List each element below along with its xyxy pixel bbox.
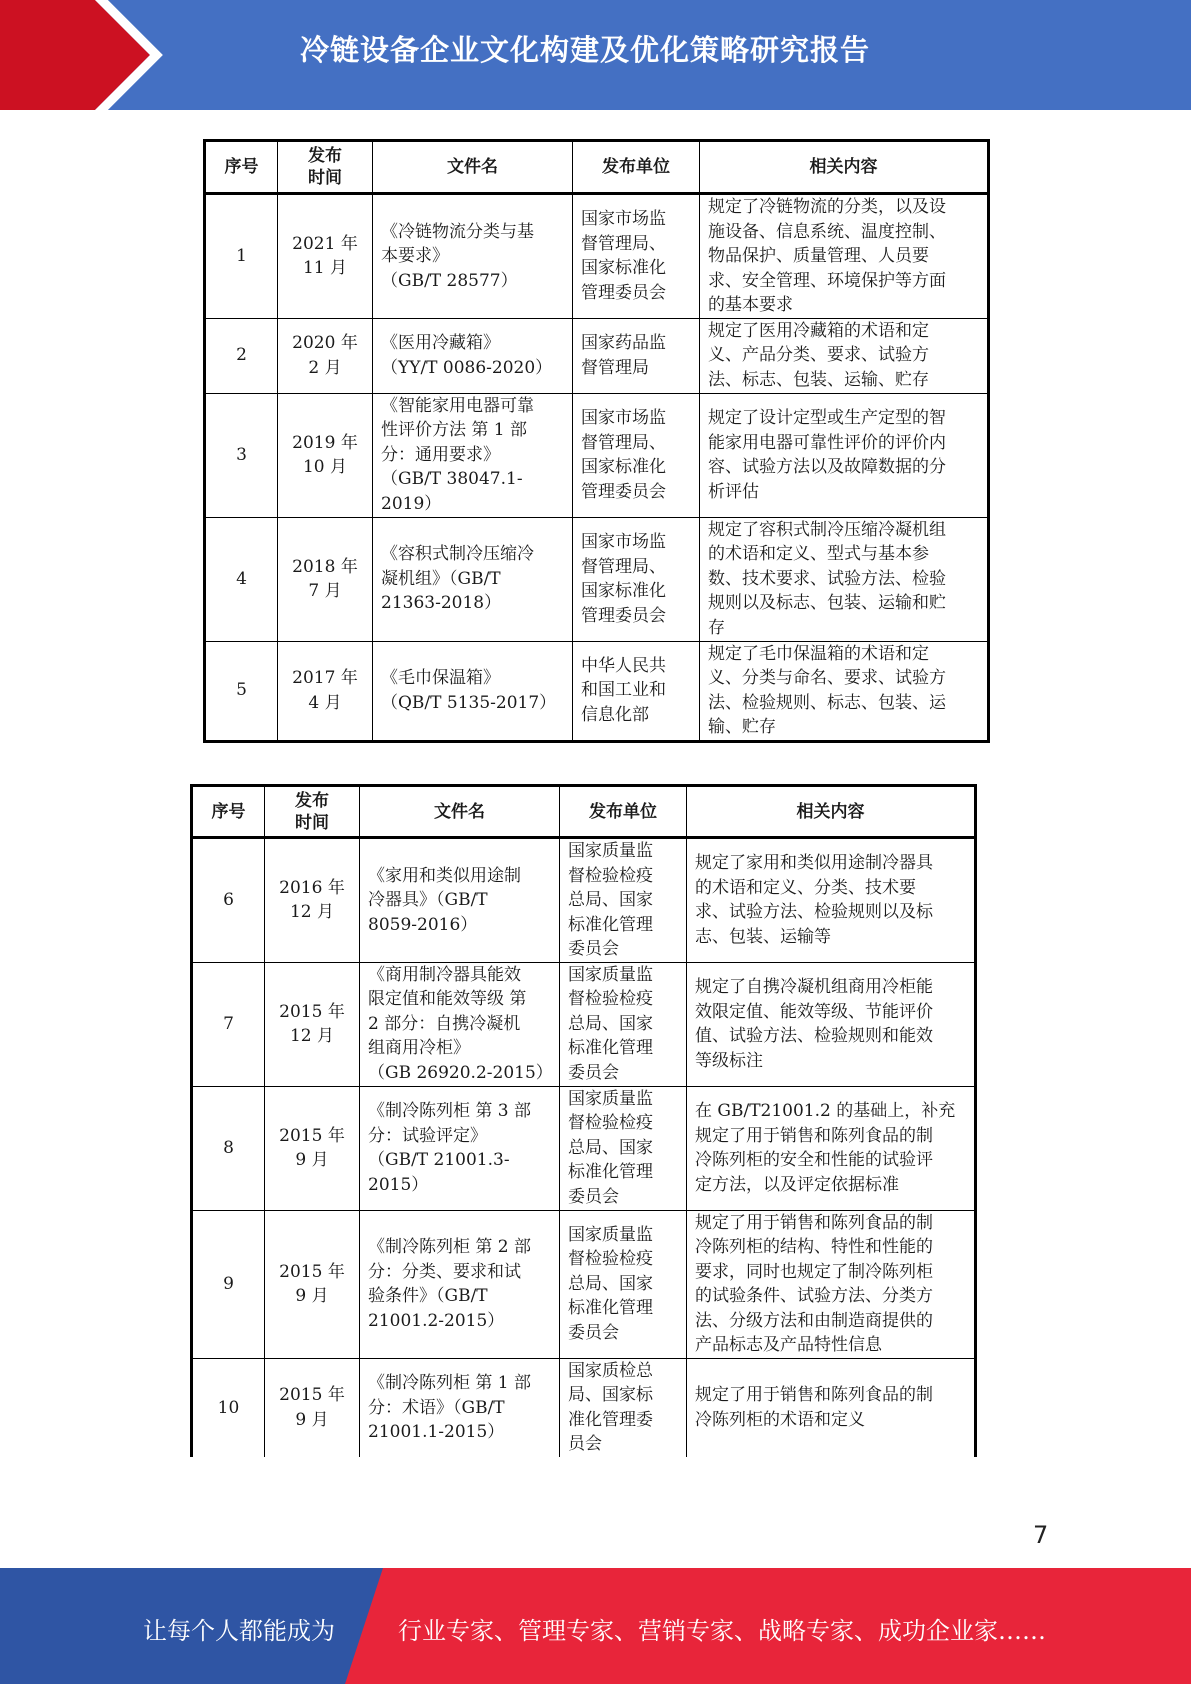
cell-document-name-line: 2019） [381,493,442,514]
column-header-date-line1: 发布 [308,146,342,166]
column-header-org: 发布单位 [560,786,687,838]
cell-issuer-line: 国家标准化 [581,457,666,477]
cell-document-name [360,1086,560,1210]
cell-issuer [560,1210,687,1358]
cell-content-line: 规则以及标志、包装、运输和贮 [708,593,946,614]
cell-document-name-line: 分：试验评定》 [368,1125,487,1146]
column-header-no: 序号 [192,786,265,838]
cell-document-name-line: 组商用冷柜》 [368,1038,470,1059]
cell-document-name-line: 21001.1-2015） [368,1422,505,1442]
footer-slogan-left: 让每个人都能成为 [143,1617,335,1645]
cell-document-name [360,1210,560,1358]
cell-content-line: 定方法，以及评定依据标准 [695,1174,899,1195]
cell-document-name [360,962,560,1086]
cell-content [687,962,976,1086]
cell-document-name-line: （YY/T 0086-2020） [381,357,553,378]
cell-document-name-line: 《家用和类似用途制 [368,865,521,886]
cell-document-name-line: 《毛巾保温箱》 [381,668,500,688]
cell-content-line: 要求，同时也规定了制冷陈列柜 [695,1261,933,1282]
table-row [205,318,989,393]
cell-content-line: 规定了家用和类似用途制冷器具 [695,853,933,874]
cell-date-line: 2021 年 [292,233,358,254]
cell-content-line: 规定了自携冷凝机组商用冷柜能 [695,977,933,997]
cell-content [687,1358,976,1457]
cell-date [265,1358,360,1457]
cell-no: 5 [205,641,278,741]
column-header-content: 相关内容 [700,141,989,194]
page-number: 7 [1033,1521,1049,1549]
cell-issuer-line: 督管理局、 [581,556,666,577]
cell-issuer-line: 管理委员会 [581,605,666,626]
table-row [205,393,989,517]
cell-content-line: 的基本要求 [708,295,793,315]
cell-issuer-line: 督检验检疫 [568,989,653,1010]
cell-issuer-line: 管理委员会 [581,282,666,303]
cell-issuer-line: 国家标准化 [581,581,666,601]
cell-date [278,641,373,741]
column-header-name: 文件名 [373,141,573,194]
cell-content-line: 数、技术要求、试验方法、检验 [708,568,946,589]
cell-document-name-line: 2015） [368,1174,429,1195]
cell-content-line: 容、试验方法以及故障数据的分 [708,457,946,477]
standards-table-1 [203,139,990,743]
cell-issuer-line: 国家市场监 [581,408,666,428]
footer-slogan-right: 行业专家、管理专家、营销专家、战略专家、成功企业家…… [398,1617,1046,1645]
cell-no: 8 [192,1086,265,1210]
cell-document-name-line: 《制冷陈列柜 第 2 部 [368,1237,532,1257]
cell-issuer-line: 国家质量监 [568,1224,653,1245]
cell-no: 6 [192,838,265,963]
standards-table-2 [190,784,977,1457]
cell-content-line: 义、分类与命名、要求、试验方 [708,668,946,688]
cell-content-line: 的术语和定义、型式与基本参 [708,544,929,565]
header-banner [0,0,1191,110]
cell-document-name-line: 《制冷陈列柜 第 3 部 [368,1101,532,1121]
cell-issuer-line: 国家药品监 [581,333,666,353]
cell-issuer-line: 督检验检疫 [568,1113,653,1134]
cell-date-line: 12 月 [289,1026,335,1046]
cell-issuer-line: 管理委员会 [581,481,666,502]
cell-date-line: 2020 年 [292,333,358,353]
cell-document-name-line: 21001.2-2015） [368,1310,505,1331]
cell-document-name [373,641,573,741]
cell-issuer-line: 国家市场监 [581,209,666,230]
cell-document-name-line: （GB/T 38047.1- [381,469,523,490]
column-header-date [265,786,360,838]
cell-issuer-line: 总局、国家 [568,1273,653,1294]
cell-content-line: 法、检验规则、标志、包装、运 [708,692,946,713]
cell-issuer [573,641,700,741]
table-row [192,1086,976,1210]
cell-document-name-line: 分：术语》（GB/T [368,1397,505,1418]
cell-issuer-line: 督管理局 [581,357,649,378]
cell-date-line: 2016 年 [279,877,345,898]
table1-body [205,194,989,742]
cell-issuer-line: 督管理局、 [581,233,666,254]
cell-content-line: 规定了毛巾保温箱的术语和定 [708,643,929,664]
cell-document-name-line: 2 部分：自携冷凝机 [368,1013,521,1034]
cell-document-name-line: 本要求》 [381,246,449,266]
table2-body [192,838,976,1458]
cell-issuer-line: 国家质检总 [568,1360,653,1381]
cell-date-line: 7 月 [308,581,342,601]
cell-content-line: 志、包装、运输等 [695,926,831,947]
cell-content [700,194,989,319]
cell-content-line: 值、试验方法、检验规则和能效 [695,1026,933,1046]
cell-no: 9 [192,1210,265,1358]
cell-no: 3 [205,393,278,517]
cell-issuer-line: 国家标准化 [581,258,666,279]
cell-date-line: 10 月 [302,457,348,477]
cell-issuer-line: 员会 [568,1434,602,1455]
cell-content-line: 规定了冷链物流的分类，以及设 [708,197,946,217]
cell-content-line: 规定了用于销售和陈列食品的制 [695,1125,933,1146]
cell-content-line: 规定了用于销售和陈列食品的制 [695,1212,933,1233]
column-header-date-line2: 时间 [295,812,329,833]
cell-issuer-line: 国家质量监 [568,841,653,861]
cell-issuer-line: 标准化管理 [568,1298,653,1319]
cell-content-line: 存 [708,617,725,638]
cell-issuer [560,838,687,963]
cell-issuer-line: 总局、国家 [568,890,653,910]
cell-document-name-line: 性评价方法 第 1 部 [381,420,528,441]
cell-date-line: 2017 年 [292,668,358,688]
cell-content-line: 规定了用于销售和陈列食品的制 [695,1385,933,1406]
cell-issuer-line: 中华人民共 [581,655,666,676]
table-header-row [192,786,976,838]
cell-content-line: 能家用电器可靠性评价的评价内 [708,432,946,453]
cell-document-name-line: 冷器具》（GB/T [368,890,488,910]
report-title: 冷链设备企业文化构建及优化策略研究报告 [300,33,871,67]
cell-document-name [360,1358,560,1457]
cell-content-line: 规定了容积式制冷压缩冷凝机组 [708,519,946,540]
cell-content-line: 析评估 [708,481,759,502]
cell-issuer [560,1358,687,1457]
table-row [192,1210,976,1358]
cell-date [265,1210,360,1358]
cell-date-line: 9 月 [295,1286,329,1306]
cell-date [265,1086,360,1210]
cell-issuer [573,517,700,641]
cell-content-line: 施设备、信息系统、温度控制、 [708,221,946,242]
table-row [205,194,989,319]
cell-issuer-line: 督管理局、 [581,432,666,453]
cell-content-line: 法、标志、包装、运输、贮存 [708,369,929,390]
cell-date [265,838,360,963]
cell-document-name-line: 《智能家用电器可靠 [381,395,534,416]
cell-content [687,838,976,963]
column-header-no: 序号 [205,141,278,194]
cell-document-name-line: 《医用冷藏箱》 [381,333,500,353]
cell-issuer-line: 和国工业和 [581,680,666,701]
cell-issuer-line: 督检验检疫 [568,865,653,886]
cell-content-line: 冷陈列柜的结构、特性和性能的 [695,1237,933,1257]
cell-date-line: 9 月 [295,1150,329,1170]
cell-content-line: 的试验条件、试验方法、分类方 [695,1286,933,1306]
cell-date [278,517,373,641]
cell-document-name-line: （GB 26920.2-2015） [368,1062,553,1083]
cell-document-name [373,194,573,319]
cell-issuer [573,194,700,319]
cell-date-line: 2015 年 [279,1001,345,1022]
cell-content-line: 效限定值、能效等级、节能评价 [695,1001,933,1022]
cell-issuer-line: 总局、国家 [568,1137,653,1158]
cell-date-line: 2015 年 [279,1261,345,1282]
cell-document-name-line: 分：分类、要求和试 [368,1261,521,1282]
column-header-org: 发布单位 [573,141,700,194]
cell-content-line: 规定了设计定型或生产定型的智 [708,408,946,428]
cell-content-line: 产品标志及产品特性信息 [695,1335,882,1355]
cell-no: 4 [205,517,278,641]
cell-content-line: 求、试验方法、检验规则以及标 [695,902,933,923]
cell-content [700,318,989,393]
cell-content-line: 冷陈列柜的术语和定义 [695,1409,865,1430]
cell-content-line: 在 GB/T21001.2 的基础上，补充 [695,1101,956,1121]
cell-issuer-line: 委员会 [568,1322,619,1343]
cell-document-name-line: 21363-2018） [381,593,502,614]
table-header-row [205,141,989,194]
cell-document-name-line: 凝机组》（GB/T [381,568,501,589]
cell-issuer [573,393,700,517]
cell-content-line: 物品保护、质量管理、人员要 [708,246,929,266]
cell-issuer [573,318,700,393]
cell-date-line: 2 月 [308,357,342,378]
cell-content-line: 冷陈列柜的安全和性能的试验评 [695,1150,933,1170]
cell-date [265,962,360,1086]
cell-content-line: 义、产品分类、要求、试验方 [708,345,929,366]
cell-document-name-line: 《商用制冷器具能效 [368,964,521,985]
cell-date [278,194,373,319]
table-row [205,641,989,741]
cell-no: 2 [205,318,278,393]
column-header-date-line2: 时间 [308,168,342,188]
cell-issuer-line: 信息化部 [581,704,649,725]
cell-content-line: 规定了医用冷藏箱的术语和定 [708,320,929,341]
cell-content [700,393,989,517]
cell-content-line: 输、贮存 [708,717,776,737]
cell-issuer-line: 督检验检疫 [568,1249,653,1270]
cell-issuer-line: 局、国家标 [568,1385,653,1406]
cell-content-line: 的术语和定义、分类、技术要 [695,877,916,898]
column-header-date-line1: 发布 [295,790,329,811]
column-header-name: 文件名 [360,786,560,838]
cell-issuer-line: 总局、国家 [568,1013,653,1034]
cell-document-name-line: 8059-2016） [368,914,478,935]
column-header-date [278,141,373,194]
cell-date-line: 11 月 [302,258,348,279]
cell-no: 1 [205,194,278,319]
cell-document-name [373,517,573,641]
cell-issuer-line: 委员会 [568,939,619,959]
cell-document-name-line: 《制冷陈列柜 第 1 部 [368,1373,532,1393]
cell-issuer-line: 国家质量监 [568,964,653,985]
cell-issuer-line: 标准化管理 [568,1162,653,1183]
cell-issuer-line: 国家质量监 [568,1088,653,1109]
cell-no: 7 [192,962,265,1086]
cell-document-name-line: 限定值和能效等级 第 [368,989,527,1010]
cell-document-name [373,393,573,517]
cell-document-name-line: （GB/T 28577） [381,270,518,291]
cell-no: 10 [192,1358,265,1457]
cell-content [700,517,989,641]
table-row [192,1358,976,1457]
cell-date-line: 2019 年 [292,432,358,453]
cell-issuer-line: 国家市场监 [581,532,666,552]
cell-issuer-line: 标准化管理 [568,914,653,935]
cell-document-name [360,838,560,963]
cell-date-line: 2015 年 [279,1125,345,1146]
cell-date-line: 9 月 [295,1409,329,1430]
table-row [192,962,976,1086]
cell-issuer-line: 准化管理委 [568,1409,653,1430]
cell-issuer [560,962,687,1086]
table-row [192,838,976,963]
cell-issuer [560,1086,687,1210]
cell-issuer-line: 委员会 [568,1062,619,1083]
cell-content [700,641,989,741]
cell-content-line: 求、安全管理、环境保护等方面 [708,270,946,291]
cell-document-name-line: （QB/T 5135-2017） [381,692,557,713]
cell-document-name-line: （GB/T 21001.3- [368,1150,510,1170]
cell-date [278,393,373,517]
cell-document-name-line: 验条件》（GB/T [368,1286,488,1306]
cell-date-line: 12 月 [289,902,335,923]
cell-document-name-line: 分：通用要求》 [381,444,500,465]
cell-content [687,1210,976,1358]
cell-content-line: 等级标注 [695,1050,763,1071]
cell-issuer-line: 委员会 [568,1186,619,1207]
cell-date-line: 2015 年 [279,1385,345,1406]
cell-date-line: 2018 年 [292,556,358,577]
cell-document-name-line: 《容积式制冷压缩冷 [381,544,534,565]
table-row [205,517,989,641]
cell-date-line: 4 月 [308,692,342,713]
cell-issuer-line: 标准化管理 [568,1038,653,1059]
cell-content [687,1086,976,1210]
column-header-content: 相关内容 [687,786,976,838]
cell-document-name-line: 《冷链物流分类与基 [381,221,534,242]
cell-date [278,318,373,393]
cell-content-line: 法、分级方法和由制造商提供的 [695,1310,933,1331]
cell-document-name [373,318,573,393]
